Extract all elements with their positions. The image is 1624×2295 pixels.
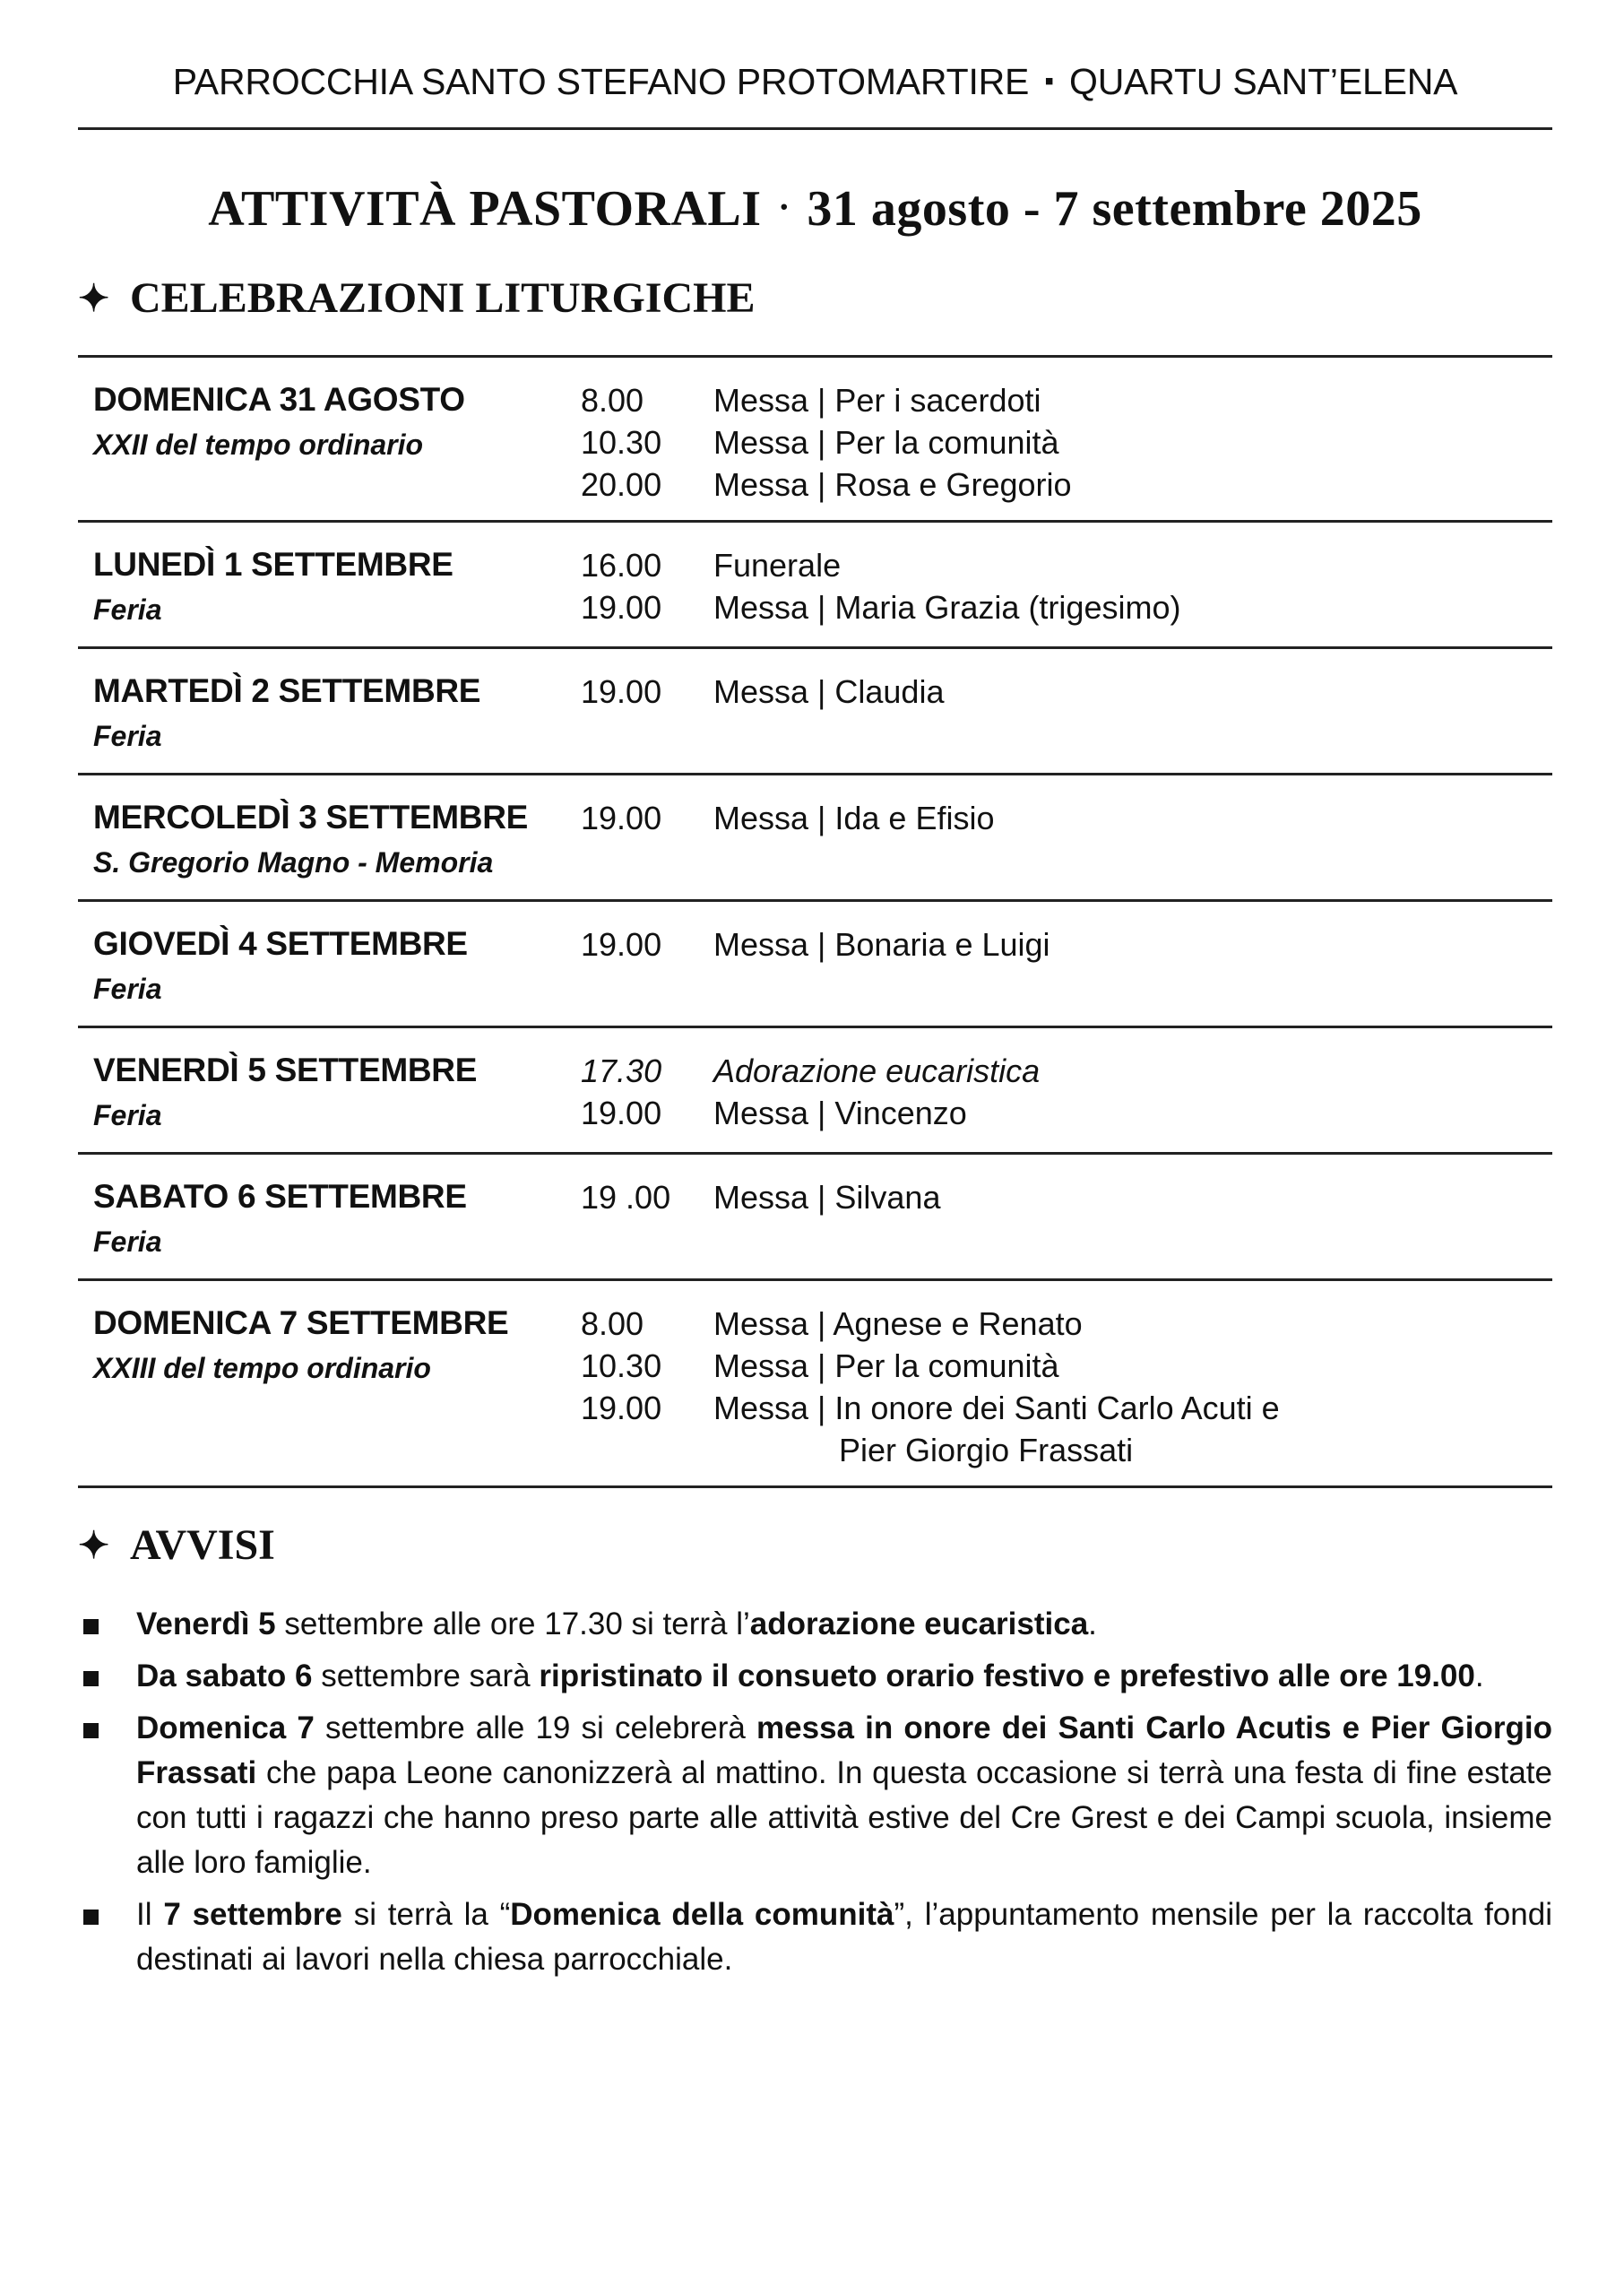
day-liturgical-note: XXII del tempo ordinario xyxy=(93,429,424,461)
day-liturgical-note: S. Gregorio Magno - Memoria xyxy=(93,846,494,879)
section-title-liturgiche: CELEBRAZIONI LITURGICHE xyxy=(130,274,756,322)
notice-text xyxy=(136,1654,1552,1699)
day-events xyxy=(581,542,1552,632)
day-liturgical-note: Feria xyxy=(93,1225,162,1258)
event-description: Messa | In onore dei Santi Carlo Acuti e xyxy=(713,1390,1280,1426)
title-main: ATTIVITÀ PASTORALI xyxy=(208,181,762,237)
event-time: 16.00 xyxy=(581,547,662,584)
title-dates: 31 agosto - 7 settembre 2025 xyxy=(807,181,1422,237)
event-row xyxy=(581,379,1552,421)
event-time: 8.00 xyxy=(581,382,644,419)
liturgical-schedule xyxy=(78,355,1552,1488)
day-events xyxy=(581,377,1552,506)
parish-header xyxy=(78,0,1552,130)
day-heading xyxy=(78,1301,581,1471)
day-name: GIOVEDÌ 4 SETTEMBRE xyxy=(93,925,468,962)
event-time: 19.00 xyxy=(581,673,662,710)
event-description: Messa | Claudia xyxy=(713,673,945,710)
schedule-day xyxy=(78,775,1552,902)
section-title-avvisi: AVVISI xyxy=(130,1521,275,1569)
notice-emphasis: 7 settembre xyxy=(163,1897,342,1932)
notice-segment: settembre sarà xyxy=(312,1658,540,1693)
section-heading-liturgiche xyxy=(78,273,1552,323)
notice-emphasis: Domenica della comunità xyxy=(510,1897,894,1932)
title-separator-icon: · xyxy=(778,186,790,227)
event-row xyxy=(581,1176,1552,1218)
day-name: DOMENICA 31 AGOSTO xyxy=(93,381,465,418)
day-heading xyxy=(78,542,581,632)
notices-list xyxy=(78,1602,1552,1982)
day-heading xyxy=(78,922,581,1011)
square-bullet-icon xyxy=(78,1892,136,1982)
event-time xyxy=(581,1429,713,1471)
schedule-day xyxy=(78,523,1552,649)
day-name: SABATO 6 SETTEMBRE xyxy=(93,1178,467,1215)
event-row xyxy=(581,671,1552,713)
day-name: VENERDÌ 5 SETTEMBRE xyxy=(93,1052,478,1088)
event-row xyxy=(581,1429,1552,1471)
event-time: 19 .00 xyxy=(581,1179,671,1216)
schedule-day xyxy=(78,358,1552,523)
notice-emphasis: Da sabato 6 xyxy=(136,1658,313,1693)
event-description: Adorazione eucaristica xyxy=(713,1052,1041,1089)
event-row xyxy=(581,421,1552,463)
four-pointed-star-icon: ✦ xyxy=(78,278,110,320)
day-name: LUNEDÌ 1 SETTEMBRE xyxy=(93,546,454,583)
event-description: Messa | Bonaria e Luigi xyxy=(713,926,1050,963)
event-row xyxy=(581,1050,1552,1092)
notice-emphasis: messa in onore dei Santi Carlo Acutis e Pier Giorgio Frassati xyxy=(136,1710,1552,1790)
square-bullet-icon xyxy=(78,1654,136,1699)
four-pointed-star-icon: ✦ xyxy=(78,1525,110,1567)
square-bullet-icon xyxy=(78,1602,136,1647)
day-liturgical-note: Feria xyxy=(93,720,162,752)
notice-segment: ”, l’appuntamento mensile per la raccolta fondi destinati ai lavori nella chiesa parrocchiale. xyxy=(136,1897,1552,1977)
event-row xyxy=(581,1387,1552,1429)
notice-emphasis: ripristinato il consueto orario festivo e prefestivo alle ore 19.00 xyxy=(539,1658,1475,1693)
schedule-day xyxy=(78,1028,1552,1155)
event-time: 19.00 xyxy=(581,800,662,836)
parish-name: PARROCCHIA SANTO STEFANO PROTOMARTIRE xyxy=(172,61,1030,102)
event-description: Messa | Per i sacerdoti xyxy=(713,382,1041,419)
day-liturgical-note: Feria xyxy=(93,1099,162,1131)
event-row xyxy=(581,797,1552,839)
event-time: 17.30 xyxy=(581,1052,662,1089)
schedule-day xyxy=(78,902,1552,1028)
event-row xyxy=(581,586,1552,628)
event-row xyxy=(581,1303,1552,1345)
notice-segment: Il xyxy=(136,1897,164,1932)
day-heading xyxy=(78,1174,581,1264)
day-heading xyxy=(78,795,581,885)
event-row xyxy=(581,1092,1552,1134)
event-description: Messa | Per la comunità xyxy=(713,424,1059,461)
event-time: 19.00 xyxy=(581,926,662,963)
day-liturgical-note: Feria xyxy=(93,973,162,1005)
day-heading xyxy=(78,377,581,506)
section-heading-avvisi xyxy=(78,1520,1552,1570)
day-name: MARTEDÌ 2 SETTEMBRE xyxy=(93,672,481,709)
notice-text xyxy=(136,1706,1552,1885)
notice-segment: settembre alle ore 17.30 si terrà l’ xyxy=(275,1606,750,1641)
day-events xyxy=(581,1174,1552,1264)
event-row xyxy=(581,1345,1552,1387)
header-separator-icon: ▪ xyxy=(1044,66,1054,96)
day-events xyxy=(581,1301,1552,1471)
day-name: MERCOLEDÌ 3 SETTEMBRE xyxy=(93,799,529,836)
event-description: Pier Giorgio Frassati xyxy=(713,1432,1134,1468)
notice-text xyxy=(136,1892,1552,1982)
event-row xyxy=(581,463,1552,506)
schedule-day xyxy=(78,1155,1552,1281)
event-description: Messa | Maria Grazia (trigesimo) xyxy=(713,589,1181,626)
notice-segment: settembre alle 19 si celebrerà xyxy=(314,1710,757,1745)
notice-segment: che papa Leone canonizzerà al mattino. In questa occasione si terrà una festa di fine estate con tutti i ragazzi che hanno preso parte alle attività estive del Cre Grest e dei Campi scuola, insieme alle loro famiglie. xyxy=(136,1755,1552,1880)
day-liturgical-note: XXIII del tempo ordinario xyxy=(93,1352,431,1384)
schedule-day xyxy=(78,1281,1552,1488)
event-description: Messa | Ida e Efisio xyxy=(713,800,995,836)
event-row xyxy=(581,923,1552,966)
event-description: Messa | Rosa e Gregorio xyxy=(713,466,1072,503)
day-heading xyxy=(78,669,581,758)
event-description: Messa | Vincenzo xyxy=(713,1095,967,1131)
day-events xyxy=(581,1048,1552,1138)
notice-item xyxy=(78,1706,1552,1885)
day-events xyxy=(581,795,1552,885)
notice-emphasis: Domenica 7 xyxy=(136,1710,315,1745)
event-row xyxy=(581,544,1552,586)
event-time: 19.00 xyxy=(581,1390,662,1426)
notice-item xyxy=(78,1602,1552,1647)
notice-segment: . xyxy=(1088,1606,1097,1641)
event-description: Messa | Per la comunità xyxy=(713,1347,1059,1384)
square-bullet-icon xyxy=(78,1706,136,1885)
event-time: 8.00 xyxy=(581,1305,644,1342)
event-description: Messa | Silvana xyxy=(713,1179,941,1216)
event-time: 10.30 xyxy=(581,1347,662,1384)
day-liturgical-note: Feria xyxy=(93,593,162,626)
day-events xyxy=(581,669,1552,758)
day-events xyxy=(581,922,1552,1011)
day-heading xyxy=(78,1048,581,1138)
event-time: 20.00 xyxy=(581,466,662,503)
notice-emphasis: adorazione eucaristica xyxy=(749,1606,1089,1641)
event-description: Funerale xyxy=(713,547,842,584)
event-description: Messa | Agnese e Renato xyxy=(713,1305,1083,1342)
page-title xyxy=(78,180,1552,238)
notice-item xyxy=(78,1892,1552,1982)
event-time: 10.30 xyxy=(581,424,662,461)
notice-segment: . xyxy=(1474,1658,1484,1693)
town-name: QUARTU SANT’ELENA xyxy=(1069,61,1458,102)
event-time: 19.00 xyxy=(581,1095,662,1131)
notice-segment: si terrà la “ xyxy=(341,1897,511,1932)
notice-text xyxy=(136,1602,1552,1647)
bulletin-page xyxy=(78,0,1552,1989)
schedule-day xyxy=(78,649,1552,775)
event-time: 19.00 xyxy=(581,589,662,626)
day-name: DOMENICA 7 SETTEMBRE xyxy=(93,1304,509,1341)
notice-item xyxy=(78,1654,1552,1699)
notice-emphasis: Venerdì 5 xyxy=(136,1606,276,1641)
